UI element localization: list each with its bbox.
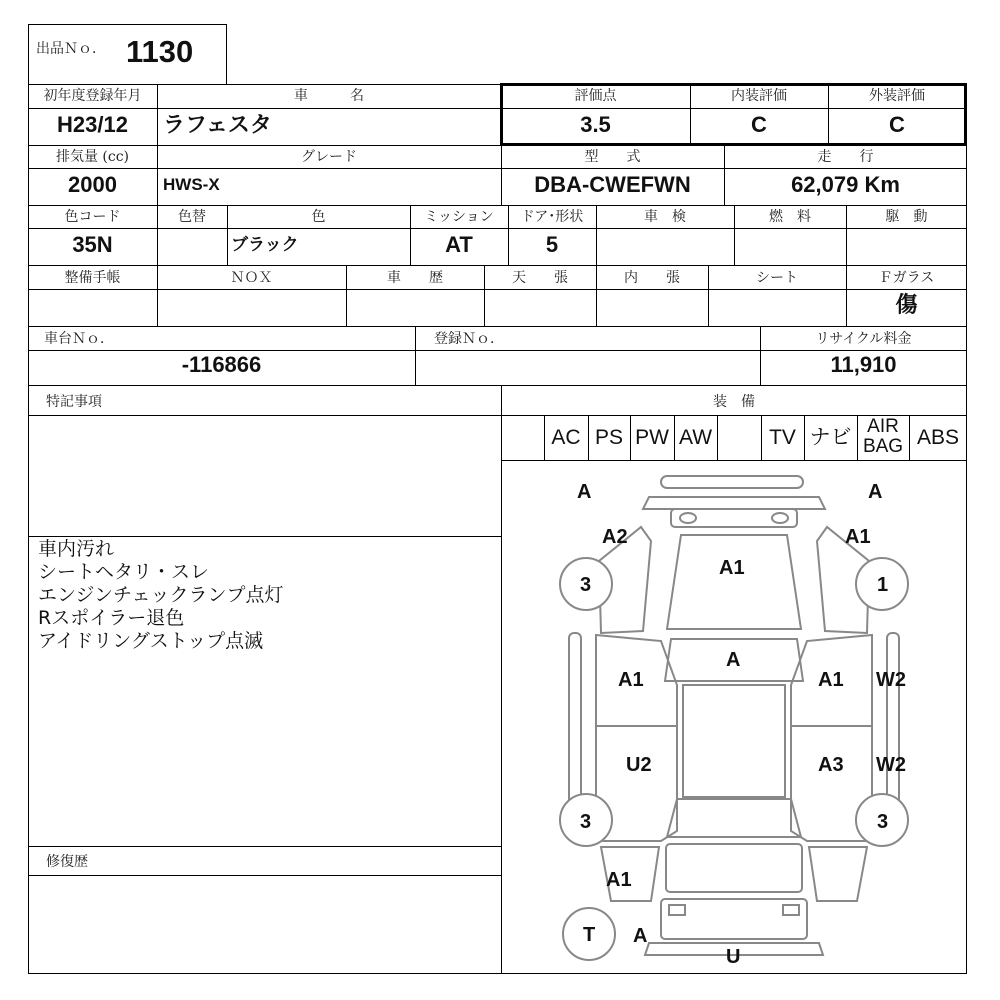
- first-reg-label: 初年度登録年月: [43, 88, 142, 104]
- mark-rear-left: A: [633, 925, 648, 947]
- glass-label: Ｆガラス: [878, 270, 935, 286]
- repair-label: 修復歴: [46, 854, 88, 870]
- rule: [28, 846, 501, 847]
- chassis-value: -116866: [181, 352, 262, 377]
- score-label: 評価点: [574, 88, 617, 104]
- note-line: Rスポイラー退色: [38, 607, 185, 629]
- fender-rr-shape: [809, 847, 867, 901]
- mark-front-right: A: [868, 481, 883, 503]
- exterior-value: C: [889, 112, 905, 137]
- score-value: 3.5: [580, 112, 611, 137]
- mark-door-rr: A3: [818, 754, 844, 776]
- mark-wheel-rr: 3: [877, 811, 889, 833]
- rule: [717, 415, 718, 460]
- drive-label: 駆 動: [885, 209, 928, 225]
- mileage-label: 走 行: [817, 149, 874, 165]
- glass-value: 傷: [895, 292, 918, 317]
- equip-item-airbag: AIR BAG: [862, 416, 904, 457]
- rule: [28, 875, 501, 876]
- mark-rear-bumper: U: [726, 946, 741, 968]
- mark-door-fl: A1: [618, 669, 644, 691]
- equipment-label: 装 備: [713, 394, 755, 410]
- rule: [28, 205, 967, 206]
- tail-lamp-shape: [669, 905, 685, 915]
- inspection-label: 車 検: [644, 209, 686, 225]
- door-label: ドア･形状: [520, 209, 584, 225]
- recycle-value: 11,910: [830, 352, 897, 377]
- mission-label: ミッション: [424, 209, 494, 225]
- front-bumper-shape: [661, 476, 803, 488]
- mark-step-front: W2: [876, 669, 906, 691]
- lot-number: 1130: [126, 34, 194, 69]
- mark-hood: A1: [719, 557, 745, 579]
- rule: [28, 265, 967, 266]
- rear-gate-shape: [666, 844, 802, 892]
- inner-label: 内 張: [624, 270, 680, 286]
- equip-item-navi: ナビ: [809, 426, 852, 449]
- rule: [28, 228, 967, 229]
- first-reg-value: H23/12: [57, 112, 128, 137]
- history-label: 車 歴: [387, 270, 443, 286]
- rear-window-shape: [667, 799, 801, 837]
- grade-value: HWS-X: [163, 175, 220, 194]
- seat-label: シート: [756, 270, 798, 286]
- rule: [28, 385, 967, 386]
- rule: [28, 415, 967, 416]
- equip-item-abs: ABS: [916, 426, 960, 449]
- mark-door-rl: U2: [626, 754, 652, 776]
- rule: [28, 168, 967, 169]
- rule: [28, 536, 501, 537]
- exterior-label: 外装評価: [869, 88, 925, 104]
- mark-step-rear: W2: [876, 754, 906, 776]
- equip-item-tv: TV: [769, 426, 796, 449]
- emblem-shape: [680, 513, 696, 523]
- mark-wheel-fr: 1: [877, 574, 889, 596]
- mark-door-fr: A1: [818, 669, 844, 691]
- mileage-value: 62,079 Km: [791, 172, 900, 197]
- mark-roof: A: [726, 649, 741, 671]
- grille-shape: [671, 509, 797, 527]
- chassis-label: 車台Ｎｏ．: [44, 331, 114, 347]
- color-code-label: 色コード: [64, 209, 121, 225]
- note-line: アイドリングストップ点滅: [38, 630, 264, 652]
- door-value: 5: [545, 232, 559, 257]
- mark-fender-fr: A1: [845, 526, 871, 548]
- model-value: DBA-CWEFWN: [534, 172, 691, 197]
- rule: [28, 350, 967, 351]
- skirt-left-shape: [569, 633, 581, 808]
- interior-value: C: [751, 112, 767, 137]
- color-value: ブラック: [231, 235, 299, 254]
- mark-front-left: A: [577, 481, 592, 503]
- front-bumper-shape: [643, 497, 825, 509]
- repaint-label: 色替: [178, 209, 206, 225]
- note-line: シートヘタリ・スレ: [38, 561, 210, 583]
- hood-shape: [667, 535, 801, 629]
- interior-label: 内装評価: [731, 88, 787, 104]
- mark-rear-fender: A1: [606, 869, 632, 891]
- notes-label: 特記事項: [46, 394, 102, 410]
- car-diagram: [501, 461, 967, 974]
- model-label: 型 式: [584, 149, 641, 165]
- fuel-label: 燃 料: [769, 209, 811, 225]
- roof-label: 天 張: [512, 270, 568, 286]
- skirt-right-shape: [887, 633, 899, 808]
- color-code-value: 35N: [72, 232, 113, 257]
- displacement-value: 2000: [68, 172, 117, 197]
- emblem-shape: [772, 513, 788, 523]
- note-line: 車内汚れ: [38, 538, 115, 560]
- car-name-value: ラフェスタ: [163, 112, 272, 137]
- mark-spare: T: [583, 924, 596, 946]
- color-label: 色: [311, 209, 326, 225]
- recycle-label: リサイクル料金: [815, 331, 912, 347]
- tail-lamp-shape: [783, 905, 799, 915]
- registration-label: 登録Ｎｏ．: [434, 331, 504, 347]
- equip-item-ps: PS: [594, 426, 623, 449]
- car-name-label: 車 名: [294, 88, 364, 104]
- displacement-label: 排気量 (cc): [55, 149, 130, 165]
- grade-label: グレード: [301, 149, 357, 165]
- mission-value: AT: [445, 232, 473, 257]
- service-label: 整備手帳: [64, 270, 121, 286]
- equip-item-ac: AC: [551, 426, 581, 449]
- mark-fender-fl: A2: [602, 526, 628, 548]
- rule: [28, 326, 967, 327]
- rule: [415, 326, 416, 385]
- equip-item-pw: PW: [635, 426, 669, 449]
- equip-item-aw: AW: [678, 426, 713, 449]
- nox-label: ＮＯＸ: [230, 270, 273, 286]
- roof-shape: [683, 685, 785, 797]
- lot-label: 出品Ｎｏ．: [36, 41, 106, 57]
- mark-wheel-fl: 3: [580, 574, 592, 596]
- note-line: エンジンチェックランプ点灯: [38, 584, 284, 606]
- rule: [28, 289, 967, 290]
- mark-wheel-rl: 3: [580, 811, 592, 833]
